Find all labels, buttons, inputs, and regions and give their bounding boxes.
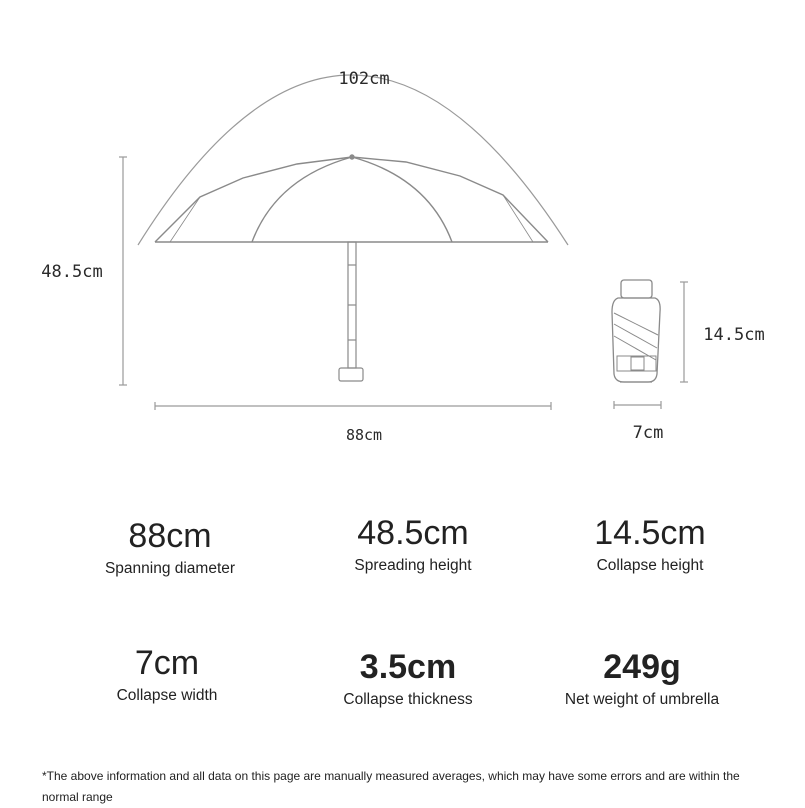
spec-net-weight: [522, 647, 762, 709]
spec-caption: Collapse width: [116, 687, 218, 704]
umbrella-shaft: [339, 242, 363, 381]
spec-value: 48.5cm: [357, 514, 469, 552]
spec-value: 249g: [603, 648, 681, 686]
spec-spreading-height: [293, 513, 533, 575]
spec-spanning-diameter: [50, 516, 290, 578]
height-measure-line: [119, 157, 127, 385]
spec-value: 14.5cm: [594, 514, 706, 552]
spec-caption: Spanning diameter: [104, 560, 236, 577]
spec-collapse-thickness: [288, 647, 528, 709]
folded-width-label: 7cm: [632, 423, 664, 443]
spec-value: 88cm: [128, 517, 212, 555]
folded-width-measure-line: [614, 401, 661, 409]
spec-value: 7cm: [134, 644, 200, 682]
spec-caption: Net weight of umbrella: [564, 691, 720, 708]
folded-height-measure-line: [680, 282, 688, 382]
spec-caption: Collapse height: [596, 557, 704, 574]
umbrella-canopy: [155, 155, 548, 242]
spec-collapse-height: [530, 513, 770, 575]
arc-label: 102cm: [338, 69, 390, 89]
spec-value: 3.5cm: [359, 648, 457, 686]
spec-collapse-width: [47, 643, 287, 705]
folded-height-label: 14.5cm: [703, 325, 765, 345]
arc-measure-line: [138, 75, 568, 245]
handle-icon: [339, 368, 363, 381]
spec-caption: Spreading height: [354, 557, 472, 574]
width-measure-line: [155, 402, 551, 410]
width-label: 88cm: [345, 426, 383, 444]
spec-caption: Collapse thickness: [343, 691, 473, 708]
height-label: 48.5cm: [41, 262, 103, 282]
footnote: *The above information and all data on this page are manually measured averages, which may have some errors and are within the normal range: [42, 769, 740, 804]
folded-umbrella-icon: [612, 280, 660, 382]
